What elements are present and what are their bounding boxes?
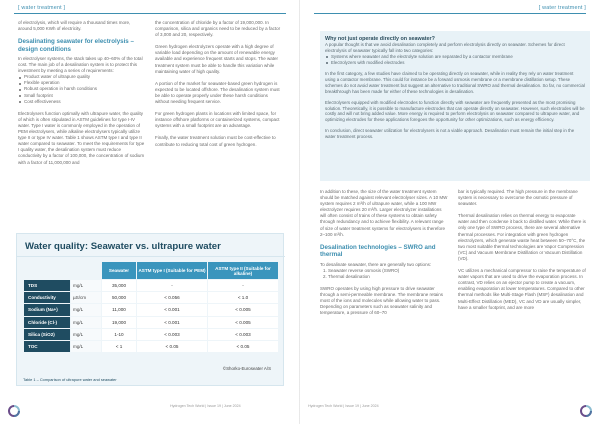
box-bullet-list bbox=[325, 54, 585, 66]
list-item: Product water of ultrapure quality bbox=[18, 74, 145, 80]
unit-cell: mg/L bbox=[71, 317, 101, 328]
type1-cell: < 0.056 bbox=[137, 292, 207, 303]
header-rule bbox=[14, 13, 286, 14]
requirements-list bbox=[18, 74, 145, 104]
table-row bbox=[24, 292, 278, 303]
left-column-1 bbox=[18, 20, 145, 172]
section-tag: [ water treatment ] bbox=[18, 5, 66, 11]
box-title: Why not just operate directly on seawater? bbox=[325, 36, 435, 42]
paragraph: of electrolysis, which will require a thousand times more, around 5,000 KWh of electricity. bbox=[18, 20, 131, 32]
seawater-cell: 11,000 bbox=[102, 304, 136, 315]
paragraph: For green hydrogen plants in locations with limited space, for instance offshore platforms or containerized systems, compact systems with a small footprint are an advantage. bbox=[155, 111, 280, 129]
right-column-2 bbox=[458, 189, 586, 317]
section-heading: Desalination technologies – SWRO and thermal bbox=[320, 243, 436, 259]
seawater-cell: 1-10 bbox=[102, 329, 136, 340]
type1-cell: < 0.001 bbox=[137, 317, 207, 328]
param-cell: TDS bbox=[24, 280, 70, 291]
unit-cell: mg/L bbox=[71, 280, 101, 291]
sidebar-box bbox=[320, 31, 590, 181]
figure-title: Water quality: Seawater vs. ultrapure water bbox=[25, 241, 221, 252]
paragraph: In addition to these, the size of the water treatment system should be matched against relevant electrolyser sizes. A 10 MW system requires 2 m³/h of ultrapure water, while a 100 MW electrolyzer requires 20 m³/h. Larger electrolyzer installations will often consist of trains of these systems to obtain safety through redundancy and to achieve flexibility. A relevant range of size of water treatment systems for electrolysers is therefore 2–100 m³/h. bbox=[320, 189, 448, 237]
list-item: Robust operation in harsh conditions bbox=[18, 86, 145, 92]
list-item: Systems where seawater and the electrolyte solution are separated by a contactor membrane bbox=[325, 54, 585, 60]
right-column-1 bbox=[320, 189, 448, 322]
table-row bbox=[24, 329, 278, 340]
unit-cell: mg/L bbox=[71, 329, 101, 340]
unit-cell: µS/cm bbox=[71, 292, 101, 303]
paragraph: Electrolysers equipped with modified electrodes to function directly with seawater are frequently presented as the most promising solution. Theoretically, it is possible to manufacture electrodes that can operate directly on seawater. However, such electrodes will be costly and will not bring added value. More energy is required to perform electrolysis on seawater compared to ultrapure water, and optimizing electrodes for these applications foregoes the opportunity for other optimizations, such as energy efficiency. bbox=[325, 99, 585, 123]
list-item: Flexible operation bbox=[18, 80, 145, 86]
table-header-row bbox=[24, 262, 278, 279]
paragraph: A portion of the market for seawater-based green hydrogen is expected to be located offshore. The desalination system must be able to operate properly under these harsh conditions without needing frequent service. bbox=[155, 80, 280, 105]
header-rule bbox=[314, 13, 586, 14]
type1-cell: < 0.001 bbox=[137, 304, 207, 315]
list-item: 1. Seawater reverse osmosis (SWRO) bbox=[323, 267, 400, 273]
type2-cell: - bbox=[208, 280, 278, 291]
param-cell: Silica (SiO2) bbox=[24, 329, 70, 340]
paragraph: In conclusion, direct seawater utilization for electrolysers is not a viable approach. Desalination must remain the initial step in the water treatment process. bbox=[325, 128, 575, 140]
paragraph: Electrolysers function optimally with ultrapure water, the quality of which is often stipulated in ASTM guidelines for type I-IV water. Type I water is commonly employed in the operation of PEM electrolysers, while alkaline electrolysers typically utilize type II or type IV water. Table 1 shows ASTM type I and type II water compared to seawater. To meet the requirements for type I quality water, the desalination system must reduce conductivity by a factor of 100,000, the concentration of sodium with a factor of 11,000,000 and bbox=[18, 110, 145, 165]
copyright-note: ©Shorko-Euroseater A/S bbox=[222, 366, 271, 371]
type2-cell: < 0.003 bbox=[208, 329, 278, 340]
header-astm-type2: ASTM type II (Suitable for alkaline) bbox=[208, 262, 278, 279]
paragraph: In electrolyser systems, the stack takes up 40–60% of the total cost. The main job of a desalination system is to protect this investment by meeting a series of requirements: bbox=[18, 56, 143, 74]
paragraph: In the first category, a few studies have claimed to be operating directly on seawater, while in reality they rely on water treatment using a contactor membrane. This could for instance be a forward osmosis membrane or a membrane distillation setup. These schemes do not avoid water treatment but suggest an alternative to traditional SWRO and thermal desalination. So far, no commercial breakthrough has been made for either of these technologies in desalination. bbox=[325, 71, 585, 94]
section-heading: Desalinating seawater for electrolysis – design conditions bbox=[18, 38, 134, 53]
left-column-2 bbox=[155, 20, 283, 154]
paragraph: Finally, the water treatment solution must be cost-effective to contribute to reducing total cost of green hydrogen. bbox=[155, 135, 276, 147]
type2-cell: < 1.0 bbox=[208, 292, 278, 303]
list-item: Electrolyzers with modified electrodes bbox=[325, 60, 585, 66]
seawater-cell: 35,000 bbox=[102, 280, 136, 291]
water-quality-table-figure bbox=[16, 233, 284, 386]
water-quality-table bbox=[23, 261, 279, 353]
options-list bbox=[320, 268, 448, 280]
table-row bbox=[24, 341, 278, 352]
type1-cell: < 0.05 bbox=[137, 341, 207, 352]
unit-cell: mg/L bbox=[71, 304, 101, 315]
paragraph: the concentration of chloride by a factor of 19,000,000. In comparison, silica and organics need to be reduced by a factor of 3,000 and 20, respectively. bbox=[155, 20, 281, 38]
page-footer: Hydrogen Tech World | Issue 19 | June 2024 bbox=[170, 404, 241, 408]
paragraph: VC utilizes a mechanical compressor to raise the temperature of water vapors that are used to drive the evaporation process. In contrast, VD relies on an ejector pump to create a vacuum, enabling evaporation at lower temperatures. Compared to other thermal methods like Multi-Stage Flash (MSF) desalination and Multi-Effect Distillation (MED), VC and VD are usually simpler, have a smaller footprint, and are more bbox=[458, 268, 586, 310]
publication-logo-icon bbox=[8, 405, 20, 417]
section-tag: [ water treatment ] bbox=[538, 5, 586, 11]
seawater-cell: 19,000 bbox=[102, 317, 136, 328]
list-item: Small footprint bbox=[18, 93, 145, 99]
list-item: 2. Thermal desalination bbox=[323, 273, 370, 279]
header-astm-type1: ASTM type I (Suitable for PEM) bbox=[137, 262, 207, 279]
paragraph: Green hydrogen electrolyzers operate with a high degree of variable load depending on the amount of renewable energy available and experience frequent starts and stops. The water treatment system must be able to handle this variation while maintaining water of high quality. bbox=[155, 44, 278, 74]
type2-cell: < 0.005 bbox=[208, 304, 278, 315]
type1-cell: - bbox=[137, 280, 207, 291]
param-cell: Conductivity bbox=[24, 292, 70, 303]
table-row bbox=[24, 280, 278, 291]
header-seawater: Seawater bbox=[102, 262, 136, 279]
paragraph: SWRO operates by using high pressure to drive seawater through a semi-permeable membrane. The membrane retains most of the ions and molecules while allowing water to pass. Depending on parameters such as seawater salinity and temperature, a pressure of 60–70 bbox=[320, 285, 443, 316]
param-cell: Chloride (Cl-) bbox=[24, 317, 70, 328]
paragraph: bar is typically required. The high pressure in the membrane system is necessary to overcome the osmotic pressure of seawater. bbox=[458, 189, 578, 207]
table-caption: Table 1 – Comparison of ultrapure water and seawater bbox=[23, 377, 117, 382]
table-row bbox=[24, 304, 278, 315]
paragraph: A popular thought is that we avoid desalination completely and perform electrolysis directly on seawater. Schemes for direct electrolysis of seawater typically fall into two categories: bbox=[325, 42, 565, 54]
page-footer: Hydrogen Tech World | Issue 19 | June 2024 bbox=[308, 404, 379, 408]
publication-logo-icon bbox=[580, 405, 592, 417]
seawater-cell: < 1 bbox=[102, 341, 136, 352]
list-item: Cost effectiveness bbox=[18, 99, 145, 105]
param-cell: TOC bbox=[24, 341, 70, 352]
paragraph: To desalinate seawater, there are generally two options: bbox=[320, 261, 432, 267]
seawater-cell: 50,000 bbox=[102, 292, 136, 303]
param-cell: Sodium (Na+) bbox=[24, 304, 70, 315]
type2-cell: < 0.005 bbox=[208, 317, 278, 328]
unit-cell: mg/L bbox=[71, 341, 101, 352]
table-row bbox=[24, 317, 278, 328]
type1-cell: < 0.003 bbox=[137, 329, 207, 340]
paragraph: Thermal desalination relies on thermal energy to evaporate water and then condense it back to distilled water. While there is only one type of SWRO process, there are several alternative thermal processes. For integration with green hydrogen electrolyzers, which generate waste heat between 50–70°C, the two most suitable thermal technologies are Vapor Compression (VC) and Vacuum Membrane Distillation or Vacuum Distillation (VD). bbox=[458, 213, 586, 261]
type2-cell: < 0.05 bbox=[208, 341, 278, 352]
